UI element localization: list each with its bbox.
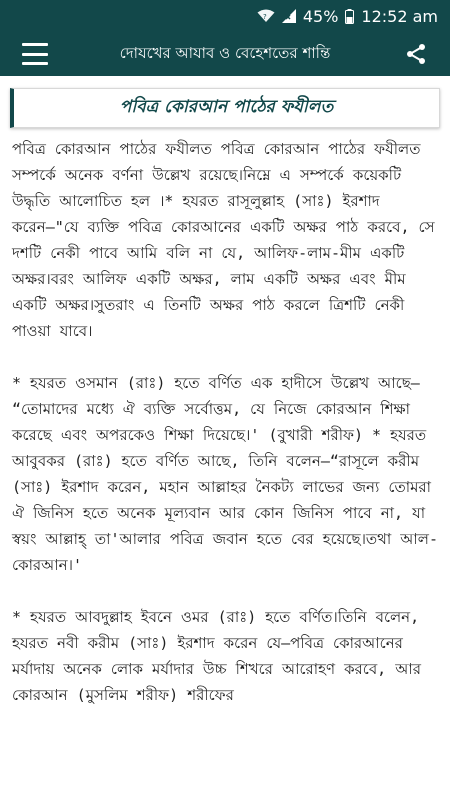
- app-bar: [0, 32, 450, 76]
- hamburger-menu-icon[interactable]: [22, 43, 48, 65]
- article-heading: পবিত্র কোরআন পাঠের ফযীলত: [119, 97, 334, 117]
- battery-percent: 45%: [302, 6, 339, 26]
- article-paragraph: পবিত্র কোরআন পাঠের ফযীলত পবিত্র কোরআন পাঠের ফযীলত সম্পর্কে অনেক বর্ণনা উল্লেখ রয়েছে।নিম্নে এ সম্পর্কে কয়েকটি উদ্ধৃতি আলোচিত হল ।* হযরত রাসূলুল্লাহ (সাঃ) ইরশাদ করেন–"যে ব্যক্তি পবিত্র কোরআনের একটি অক্ষর পাঠ করবে, সে দশটি নেকী পাবে আমি বলি না যে, আলিফ-লাম-মীম একটি অক্ষর।বরং আলিফ একটি অক্ষর, লাম একটি অক্ষর এবং মীম একটি অক্ষর।সুতরাং এ তিনটি অক্ষর পাঠ করলে ত্রিশটি নেকী পাওয়া যাবে।: [12, 140, 435, 340]
- signal-icon: [282, 9, 296, 23]
- wifi-icon: [257, 9, 275, 23]
- battery-icon: [345, 9, 354, 24]
- svg-text:?: ?: [262, 13, 267, 21]
- article-paragraph: * হযরত ওসমান (রাঃ) হতে বর্ণিত এক হাদীসে উল্লেখ আছে– “তোমাদের মধ্যে ঐ ব্যক্তি সর্বোত্তম, যে নিজে কোরআন শিক্ষা করেছে এবং অপরকেও শিক্ষা দিয়েছে।' (বুখারী শরীফ) * হযরত আবুবকর (রাঃ) হতে বর্ণিত আছে, তিনি বলেন–“রাসূলে করীম (সাঃ) ইরশাদ করেন, মহান আল্লাহর নৈকট্য লাভের জন্য তোমরা ঐ জিনিস হতে অনেক মূল্যবান আর কোন জিনিস পাবে না, যা স্বয়ং আল্লাহ্ তা'আলার পবিত্র জবান হতে বের হয়েছে।তথা আল-কোরআন।': [12, 374, 438, 574]
- status-bar: [0, 0, 450, 32]
- article-scroll-area[interactable]: [0, 76, 450, 800]
- article-paragraph: * হযরত আবদুল্লাহ ইবনে ওমর (রাঃ) হতে বর্ণিত।তিনি বলেন, হযরত নবী করীম (সাঃ) ইরশাদ করেন যে–পবিত্র কোরআনের মর্যাদায় অনেক লোক মর্যাদার উচ্চ শিখরে আরোহণ করবে, আর কোরআন (মুসলিম শরীফ) শরীফের: [12, 608, 421, 704]
- article-body: [0, 128, 450, 708]
- share-icon[interactable]: [404, 42, 428, 66]
- article-heading-card: [10, 88, 440, 128]
- clock: 12:52 am: [361, 6, 438, 26]
- app-title: দোযখের আযাব ও বেহেশতের শান্তি: [119, 43, 331, 62]
